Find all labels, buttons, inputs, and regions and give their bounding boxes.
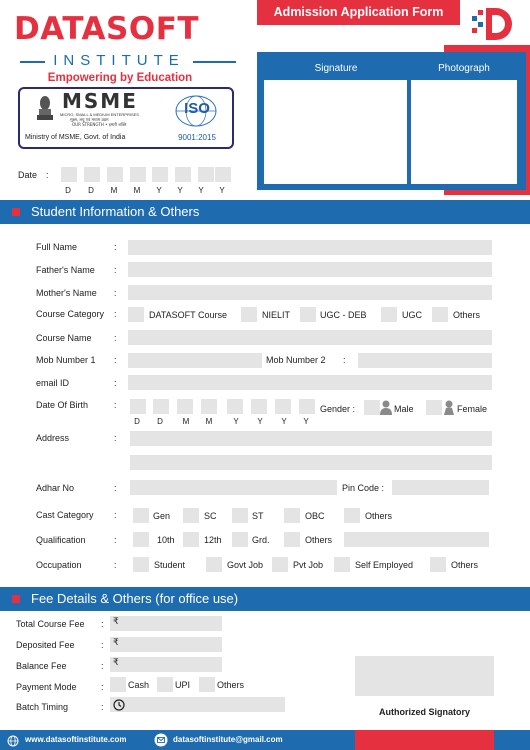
fathers-name-field[interactable] [128, 262, 492, 277]
gender-female-label: Female [457, 404, 488, 414]
pay-others-checkbox[interactable] [199, 677, 215, 692]
qual-option-label: 10th [157, 535, 175, 545]
brand-rule-left [20, 61, 45, 63]
cast-option-label: ST [252, 511, 264, 521]
qual-12th-checkbox[interactable] [183, 532, 199, 547]
msme-sub3: OUR STRENGTH • हमारी शक्ति [72, 122, 127, 127]
gender-male-label: Male [394, 404, 414, 414]
date-box-5[interactable] [152, 167, 168, 182]
date-box-6[interactable] [175, 167, 191, 182]
qualification-label: Qualification [36, 535, 86, 545]
student-section-title: Student Information & Others [31, 204, 200, 219]
colon: : [114, 265, 117, 275]
fee-section-header [0, 587, 530, 611]
d-logo-icon [470, 4, 514, 44]
certification-box [18, 87, 234, 149]
occ-option-label: Pvt Job [293, 560, 324, 570]
cast-st-checkbox[interactable] [232, 508, 248, 523]
iso-number: 9001:2015 [178, 133, 216, 142]
cast-obc-checkbox[interactable] [284, 508, 300, 523]
occ-option-label: Self Employed [355, 560, 414, 570]
brand-tagline: Empowering by Education [47, 72, 193, 84]
adhar-label: Adhar No [36, 483, 75, 493]
dob-box-5[interactable] [227, 399, 243, 414]
pay-cash-checkbox[interactable] [110, 677, 126, 692]
mail-icon [154, 733, 168, 747]
dob-box-7[interactable] [275, 399, 291, 414]
cast-gen-checkbox[interactable] [133, 508, 149, 523]
colon: : [114, 433, 117, 443]
date-box-8[interactable] [215, 167, 231, 182]
footer-website[interactable]: www.datasoftinstitute.com [25, 735, 127, 744]
colon: : [114, 510, 117, 520]
cast-option-label: OBC [305, 511, 325, 521]
colon: : [114, 560, 117, 570]
gender-label: Gender : [320, 404, 356, 414]
colon: : [114, 483, 117, 493]
form-title-tag: Admission Application Form [257, 0, 460, 25]
colon: : [101, 682, 104, 692]
signature-label: Signature [314, 63, 358, 74]
iso-mark: ISO [184, 100, 210, 117]
date-digit: Y [177, 186, 183, 195]
pin-code-field[interactable] [392, 480, 489, 495]
date-box-3[interactable] [107, 167, 123, 182]
msme-sub2: सूक्ष्म, लघु एवं मध्यम उद्यम [70, 117, 109, 122]
qual-others-field[interactable] [344, 532, 489, 547]
occ-option-label: Others [451, 560, 479, 570]
cast-sc-checkbox[interactable] [183, 508, 199, 523]
email-field[interactable] [128, 375, 492, 390]
colon: : [114, 288, 117, 298]
colon: : [114, 535, 117, 545]
occ-option-label: Govt Job [227, 560, 264, 570]
brand-logo-text: DATASOFT [14, 11, 200, 47]
photo-label: Photograph [438, 63, 490, 74]
batch-timing-field[interactable] [110, 697, 285, 712]
authorized-signatory-box[interactable] [355, 656, 494, 696]
male-icon [379, 400, 393, 415]
full-name-label: Full Name [36, 242, 78, 252]
sig-photo-panel [257, 52, 526, 190]
dob-digit: Y [233, 417, 239, 426]
authorized-signatory-label: Authorized Signatory [378, 707, 470, 717]
address-line-2[interactable] [130, 455, 492, 470]
colon: : [343, 355, 346, 365]
date-digit: D [88, 186, 94, 195]
dob-digit: Y [257, 417, 263, 426]
date-box-2[interactable] [84, 167, 100, 182]
footer-email[interactable]: datasoftinstitute@gmail.com [173, 735, 283, 744]
mob2-label: Mob Number 2 [266, 355, 326, 365]
date-label: Date [18, 170, 38, 180]
date-colon: : [46, 170, 49, 180]
ministry-text: Ministry of MSME, Govt. of India [25, 134, 126, 141]
dob-digit: M [205, 417, 213, 426]
course-ugc-checkbox[interactable] [381, 307, 397, 322]
course-option-label: UGC - DEB [320, 310, 367, 320]
dob-box-3[interactable] [177, 399, 193, 414]
course-nielit-checkbox[interactable] [241, 307, 257, 322]
gender-female-checkbox[interactable] [426, 400, 442, 415]
balance-fee-label: Balance Fee [16, 661, 67, 671]
pay-option-label: UPI [175, 680, 191, 690]
occ-option-label: Student [154, 560, 186, 570]
address-label: Address [36, 433, 70, 443]
deposited-fee-label: Deposited Fee [16, 640, 75, 650]
qual-option-label: 12th [204, 535, 222, 545]
colon: : [101, 640, 104, 650]
course-option-label: NIELIT [262, 310, 291, 320]
qual-10th-checkbox[interactable] [133, 532, 149, 547]
colon: : [114, 333, 117, 343]
date-digit: Y [156, 186, 162, 195]
dob-digit: D [157, 417, 163, 426]
occupation-label: Occupation [36, 560, 82, 570]
adhar-field[interactable] [130, 480, 337, 495]
colon: : [114, 355, 117, 365]
cast-category-label: Cast Category [36, 510, 94, 520]
course-name-label: Course Name [36, 333, 92, 343]
course-option-label: UGC [402, 310, 422, 320]
rupee-icon: ₹ [113, 617, 119, 627]
mob1-field[interactable] [128, 353, 262, 368]
qual-others-checkbox[interactable] [284, 532, 300, 547]
colon: : [114, 309, 117, 319]
address-line-1[interactable] [130, 431, 492, 446]
date-digit: D [65, 186, 71, 195]
pay-upi-checkbox[interactable] [157, 677, 173, 692]
dob-box-2[interactable] [153, 399, 169, 414]
course-option-label: DATASOFT Course [149, 310, 228, 320]
pin-code-label: Pin Code : [342, 483, 385, 493]
msme-sub1: MICRO, SMALL & MEDIUM ENTERPRISES [60, 112, 139, 117]
course-name-field[interactable] [128, 330, 492, 345]
msme-logo-text: MSME [62, 89, 138, 113]
emblem-icon [34, 94, 56, 124]
female-icon [442, 400, 456, 415]
date-box-4[interactable] [130, 167, 146, 182]
colon: : [114, 400, 117, 410]
occ-pvt-checkbox[interactable] [272, 557, 288, 572]
dob-label: Date Of Birth [36, 400, 89, 410]
dob-digit: Y [281, 417, 287, 426]
course-others-checkbox[interactable] [432, 307, 448, 322]
clock-icon [113, 698, 125, 710]
payment-mode-label: Payment Mode [16, 682, 77, 692]
deposited-fee-field[interactable] [110, 637, 222, 652]
full-name-field[interactable] [128, 240, 492, 255]
colon: : [101, 619, 104, 629]
gender-male-checkbox[interactable] [364, 400, 380, 415]
colon: : [101, 661, 104, 671]
qual-grd-checkbox[interactable] [232, 532, 248, 547]
pay-option-label: Others [217, 680, 245, 690]
occ-self-checkbox[interactable] [334, 557, 350, 572]
qual-option-label: Grd. [252, 535, 270, 545]
date-box-1[interactable] [61, 167, 77, 182]
date-digit: M [133, 186, 141, 195]
dob-box-1[interactable] [130, 399, 146, 414]
dob-digit: M [182, 417, 190, 426]
brand-sub: INSTITUTE [53, 52, 185, 69]
pay-option-label: Cash [128, 680, 150, 690]
course-category-label: Course Category [36, 309, 105, 319]
dob-digit: D [134, 417, 140, 426]
colon: : [114, 242, 117, 252]
occ-student-checkbox[interactable] [133, 557, 149, 572]
course-option-label: Others [453, 310, 481, 320]
student-section-header [0, 200, 530, 224]
total-fee-label: Total Course Fee [16, 619, 85, 629]
globe-icon [7, 734, 19, 746]
dob-digit: Y [303, 417, 309, 426]
signature-box[interactable] [264, 80, 407, 184]
date-digit: Y [219, 186, 225, 195]
occ-govt-checkbox[interactable] [206, 557, 222, 572]
email-label: email ID [36, 378, 70, 388]
course-datasoft-checkbox[interactable] [128, 307, 144, 322]
cast-option-label: Gen [153, 511, 171, 521]
dob-box-4[interactable] [201, 399, 217, 414]
fathers-name-label: Father's Name [36, 265, 95, 275]
qual-option-label: Others [305, 535, 333, 545]
section-bullet [12, 208, 20, 216]
brand-rule-right [193, 61, 236, 63]
date-digit: M [110, 186, 118, 195]
date-digit: Y [198, 186, 204, 195]
mob2-field[interactable] [358, 353, 492, 368]
cast-option-label: Others [365, 511, 393, 521]
section-bullet [12, 595, 20, 603]
dob-box-6[interactable] [251, 399, 267, 414]
total-fee-field[interactable] [110, 616, 222, 631]
footer-accent [355, 730, 494, 750]
mothers-name-field[interactable] [128, 285, 492, 300]
mothers-name-label: Mother's Name [36, 288, 97, 298]
batch-timing-label: Batch Timing [16, 702, 69, 712]
rupee-icon: ₹ [113, 638, 119, 648]
cast-option-label: SC [204, 511, 217, 521]
rupee-icon: ₹ [113, 658, 119, 668]
mob1-label: Mob Number 1 [36, 355, 96, 365]
date-box-7[interactable] [198, 167, 214, 182]
course-ugc-deb-checkbox[interactable] [300, 307, 316, 322]
dob-box-8[interactable] [299, 399, 315, 414]
fee-section-title: Fee Details & Others (for office use) [31, 591, 239, 606]
photo-box[interactable] [411, 80, 517, 184]
occ-others-checkbox[interactable] [430, 557, 446, 572]
colon: : [101, 702, 104, 712]
balance-fee-field[interactable] [110, 657, 222, 672]
colon: : [114, 378, 117, 388]
cast-others-checkbox[interactable] [344, 508, 360, 523]
